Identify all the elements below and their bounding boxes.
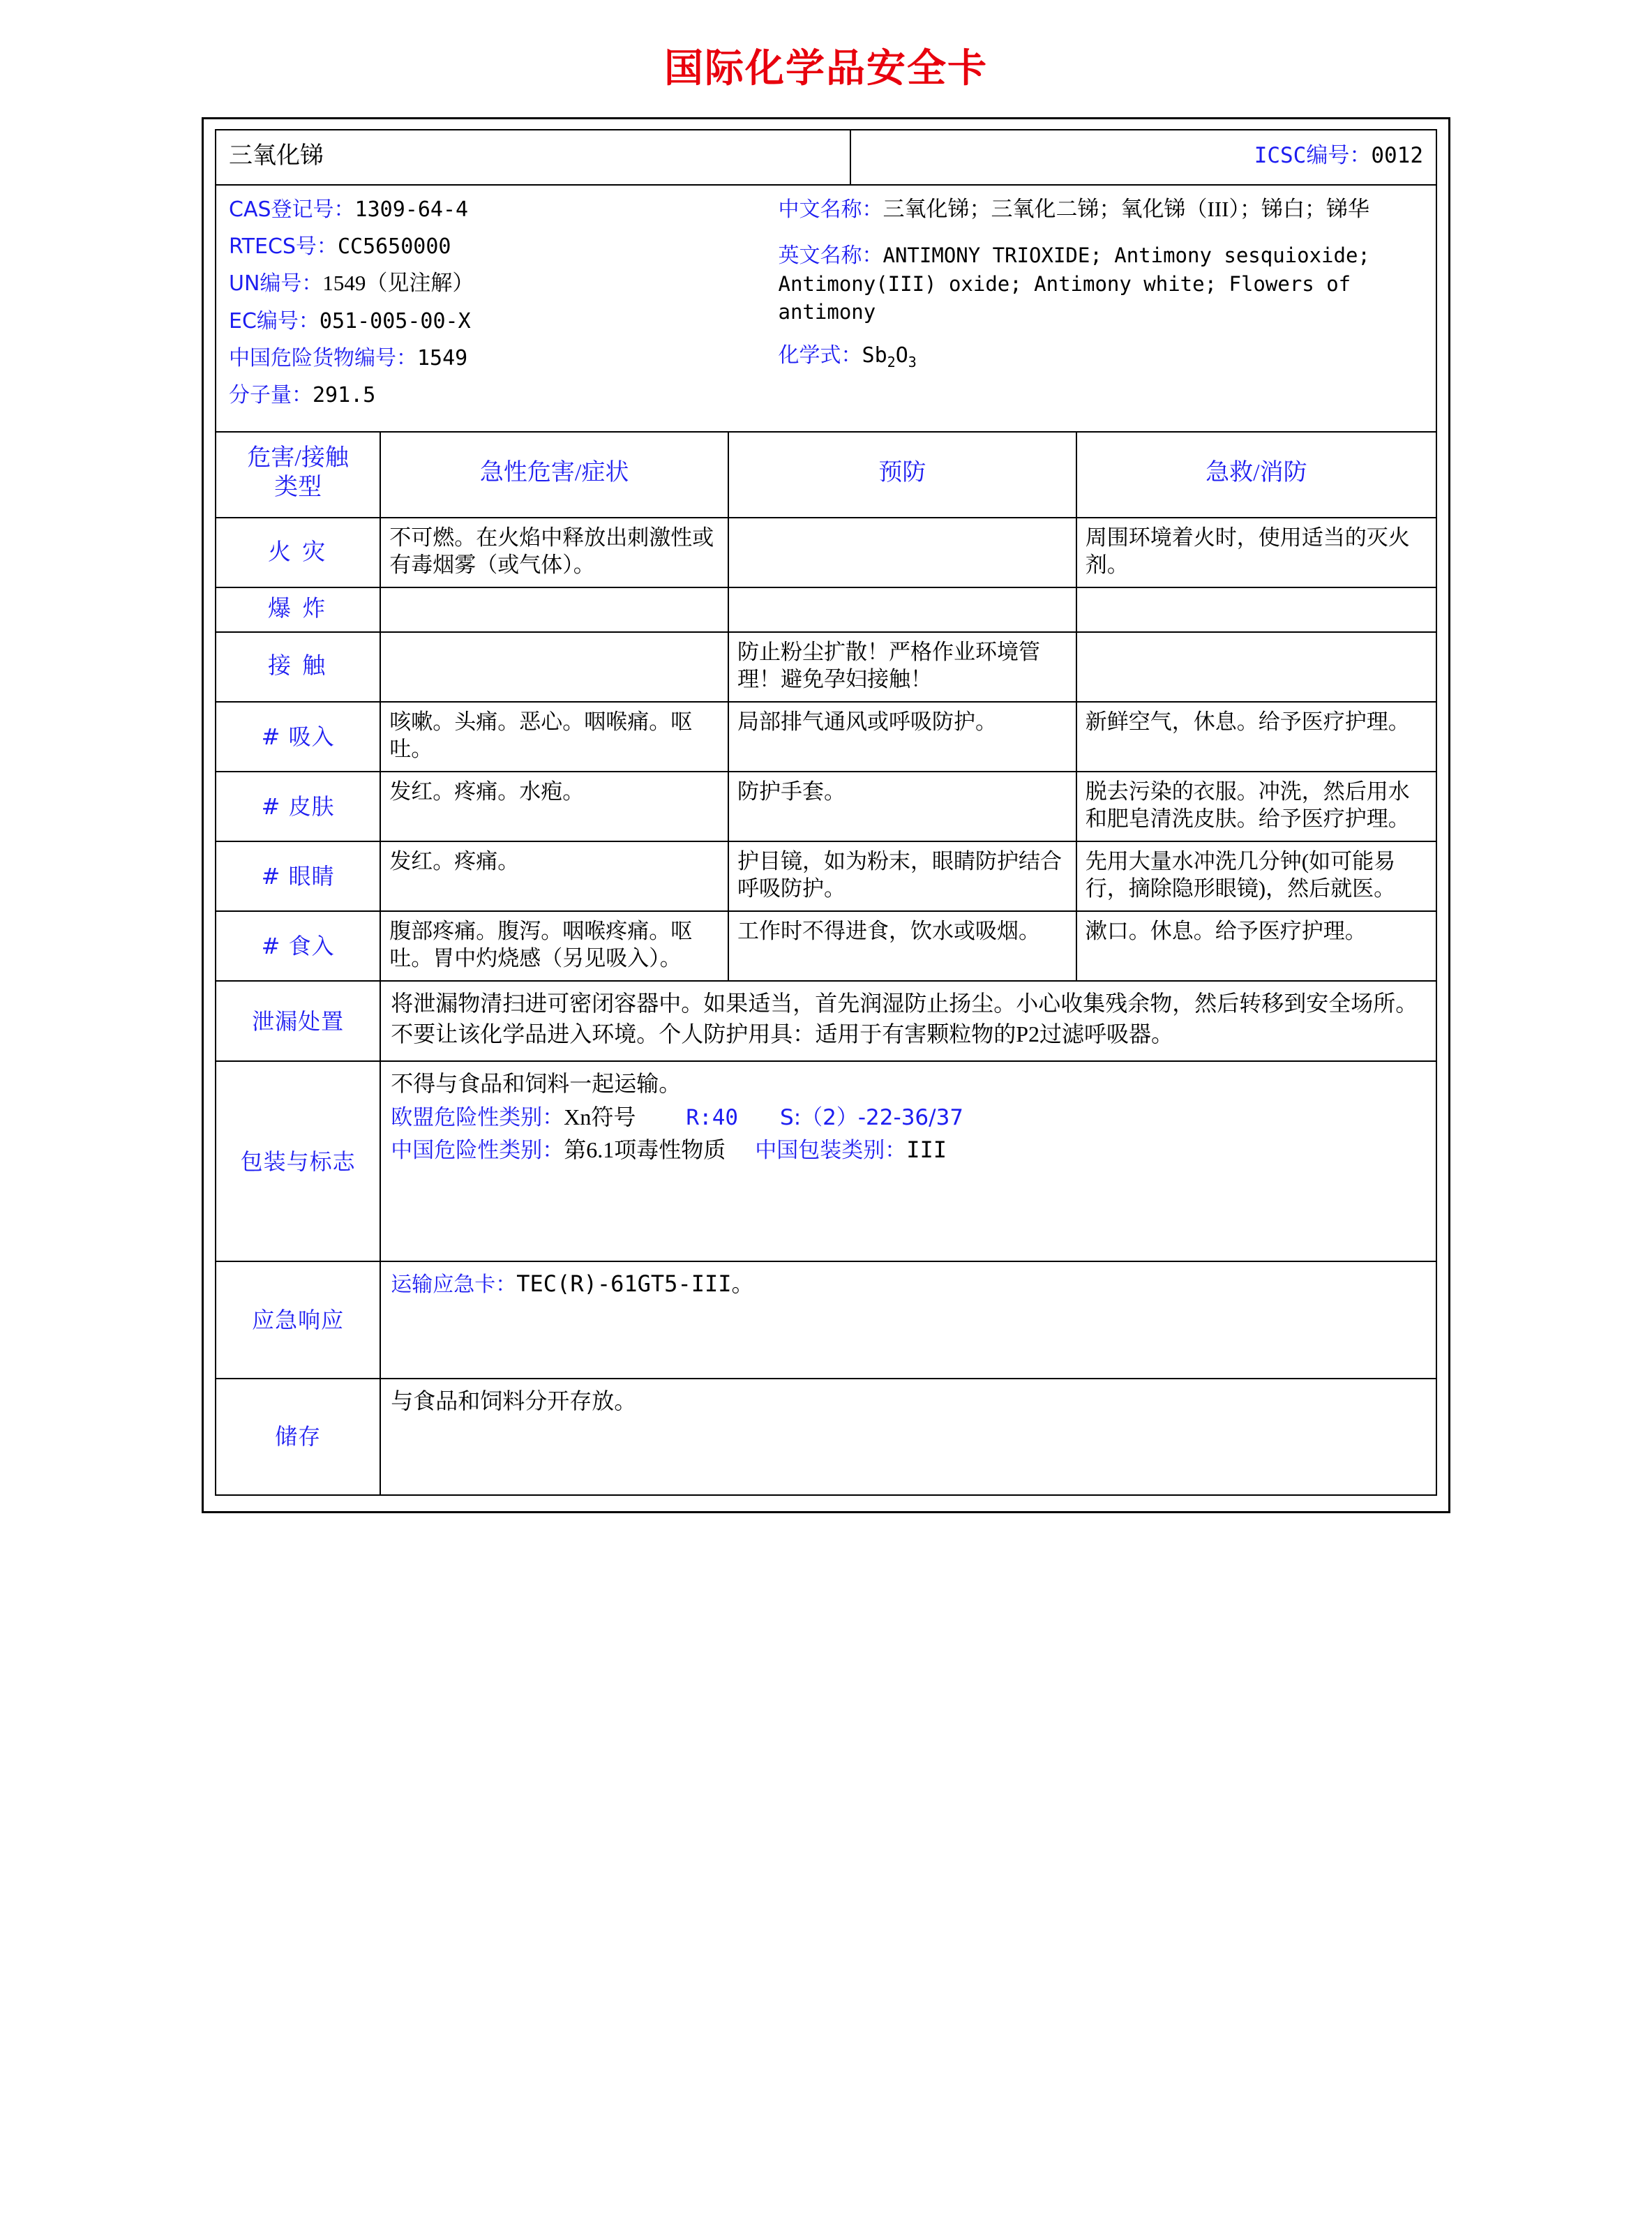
emergency-card-line <box>391 1269 1427 1300</box>
eu-s-phrase: S:（2）-22-36/37 <box>780 1104 964 1130</box>
cn-dangerous-label: 中国危险货物编号： <box>229 346 417 371</box>
row-label-skin: # 皮肤 <box>216 772 380 841</box>
storage-spacer <box>391 1416 1427 1483</box>
cell-ingestion-firstaid: 漱口。休息。给予医疗护理。 <box>1076 911 1436 981</box>
packaging-eu-line <box>391 1102 1427 1133</box>
cell-inhalation-firstaid: 新鲜空气，休息。给予医疗护理。 <box>1076 702 1436 772</box>
row-label-storage: 储存 <box>216 1379 380 1496</box>
cas-value: 1309-64-4 <box>354 197 469 222</box>
table-row <box>216 911 1436 981</box>
identifiers-row <box>216 185 1436 432</box>
substance-header-row <box>216 130 1436 185</box>
cn-dangerous-line <box>229 344 779 372</box>
cell-explosion-firstaid <box>1076 587 1436 632</box>
ec-label: EC编号： <box>229 308 320 333</box>
formula-o: O <box>895 343 908 368</box>
cell-eyes-prevention: 护目镜，如为粉末，眼睛防护结合呼吸防护。 <box>728 841 1076 911</box>
row-label-emergency: 应急响应 <box>216 1261 380 1379</box>
formula-sub-3: 3 <box>908 354 917 371</box>
row-label-eyes: # 眼睛 <box>216 841 380 911</box>
cell-fire-prevention <box>728 518 1076 587</box>
header-prevention: 预防 <box>728 432 1076 518</box>
icsc-number: 0012 <box>1371 143 1423 168</box>
cell-ingestion-prevention: 工作时不得进食，饮水或吸烟。 <box>728 911 1076 981</box>
emergency-spacer <box>391 1300 1427 1367</box>
cn-pack-label: 中国包装类别： <box>755 1138 907 1164</box>
cn-names-value: 三氧化锑；三氧化二锑；氧化锑（III）；锑白；锑华 <box>883 196 1369 221</box>
cell-exposure-firstaid <box>1076 632 1436 702</box>
rtecs-label: RTECS号： <box>229 234 338 260</box>
ec-line <box>229 307 779 335</box>
cell-exposure-prevention: 防止粉尘扩散！严格作业环境管理！避免孕妇接触！ <box>728 632 1076 702</box>
cell-explosion-hazard <box>380 587 728 632</box>
identity-table <box>215 129 1437 433</box>
storage-text: 与食品和饲料分开存放。 <box>391 1388 637 1413</box>
cell-skin-hazard: 发红。疼痛。水疱。 <box>380 772 728 841</box>
row-label-ingestion: # 食入 <box>216 911 380 981</box>
table-row <box>216 772 1436 841</box>
cas-label: CAS登记号： <box>229 197 355 222</box>
cell-exposure-hazard <box>380 632 728 702</box>
packaging-transport-note: 不得与食品和饲料一起运输。 <box>391 1071 682 1097</box>
row-label-exposure: 接 触 <box>216 632 380 702</box>
identifiers-left <box>229 195 779 419</box>
header-acute-hazards: 急性危害/症状 <box>380 432 728 518</box>
spill-row <box>216 981 1436 1061</box>
row-label-inhalation: # 吸入 <box>216 702 380 772</box>
formula-sb: Sb <box>862 343 887 368</box>
mw-value: 291.5 <box>313 383 376 408</box>
un-line <box>229 269 779 297</box>
emergency-row <box>216 1261 1436 1379</box>
cn-dangerous-value: 1549 <box>417 346 468 371</box>
cn-class-label: 中国危险性类别： <box>391 1138 564 1164</box>
cell-spill-text: 将泄漏物清扫进可密闭容器中。如果适当，首先润湿防止扬尘。小心收集残余物，然后转移到安全场所。不要让该化学品进入环境。个人防护用具：适用于有害颗粒物的P2过滤呼吸器。 <box>380 981 1436 1061</box>
formula-value <box>862 343 917 371</box>
cn-pack-value: III <box>906 1136 947 1164</box>
cas-line <box>229 195 779 223</box>
mw-label: 分子量： <box>229 383 313 408</box>
cn-names-line <box>779 195 1423 223</box>
cn-class-value: 第6.1项毒性物质 <box>564 1137 726 1163</box>
header-hazard-type-line2: 类型 <box>274 474 322 501</box>
packaging-cn-line <box>391 1135 1427 1166</box>
un-label: UN编号： <box>229 271 323 297</box>
mw-line <box>229 381 779 409</box>
formula-line <box>779 341 1423 371</box>
un-value: 1549（见注解） <box>322 271 474 296</box>
row-label-explosion: 爆 炸 <box>216 587 380 632</box>
cell-ingestion-hazard: 腹部疼痛。腹泻。咽喉疼痛。呕吐。胃中灼烧感（另见吸入）。 <box>380 911 728 981</box>
hazard-table-header <box>216 432 1436 518</box>
page-title: 国际化学品安全卡 <box>664 46 988 91</box>
formula-sub-2: 2 <box>887 354 896 371</box>
row-label-fire: 火 灾 <box>216 518 380 587</box>
storage-row <box>216 1379 1436 1496</box>
cell-emergency <box>380 1261 1436 1379</box>
row-label-packaging: 包装与标志 <box>216 1061 380 1261</box>
table-row <box>216 518 1436 587</box>
emergency-card-label: 运输应急卡： <box>391 1272 517 1297</box>
header-firstaid: 急救/消防 <box>1076 432 1436 518</box>
emergency-card-value: TEC(R)-61GT5-III。 <box>516 1270 754 1297</box>
cell-packaging <box>380 1061 1436 1261</box>
eu-class-label: 欧盟危险性类别： <box>391 1104 564 1130</box>
rtecs-value: CC5650000 <box>337 234 451 260</box>
packaging-row <box>216 1061 1436 1261</box>
header-hazard-type-line1: 危害/接触 <box>247 444 349 471</box>
table-row <box>216 632 1436 702</box>
cell-inhalation-hazard: 咳嗽。头痛。恶心。咽喉痛。呕吐。 <box>380 702 728 772</box>
eu-class-symbol: Xn符号 <box>564 1104 636 1130</box>
rtecs-line <box>229 232 779 260</box>
icsc-card <box>202 117 1450 1513</box>
cn-names-label: 中文名称： <box>778 197 883 222</box>
identifiers-cell <box>216 185 1436 432</box>
table-row <box>216 702 1436 772</box>
substance-name: 三氧化锑 <box>216 130 850 185</box>
cell-inhalation-prevention: 局部排气通风或呼吸防护。 <box>728 702 1076 772</box>
row-label-spill: 泄漏处置 <box>216 981 380 1061</box>
cell-eyes-firstaid: 先用大量水冲洗几分钟(如可能易行，摘除隐形眼镜)，然后就医。 <box>1076 841 1436 911</box>
table-row <box>216 841 1436 911</box>
en-names-value: ANTIMONY TRIOXIDE; Antimony sesquioxide; Antimony(III) oxide; Antimony white; Flowers of antimony <box>778 243 1370 324</box>
en-names-line <box>779 241 1423 326</box>
cell-fire-hazard: 不可燃。在火焰中释放出刺激性或有毒烟雾（或气体）。 <box>380 518 728 587</box>
cell-eyes-hazard: 发红。疼痛。 <box>380 841 728 911</box>
cell-skin-firstaid: 脱去污染的衣服。冲洗，然后用水和肥皂清洗皮肤。给予医疗护理。 <box>1076 772 1436 841</box>
cell-skin-prevention: 防护手套。 <box>728 772 1076 841</box>
identifiers-right <box>779 195 1423 419</box>
table-row <box>216 587 1436 632</box>
cell-storage <box>380 1379 1436 1496</box>
en-names-label: 英文名称： <box>778 243 883 269</box>
icsc-number-cell <box>850 130 1436 185</box>
ec-value: 051-005-00-X <box>319 308 471 333</box>
icsc-label: ICSC编号： <box>1254 143 1372 168</box>
formula-label: 化学式： <box>778 343 862 368</box>
cell-fire-firstaid: 周围环境着火时，使用适当的灭火剂。 <box>1076 518 1436 587</box>
cell-explosion-prevention <box>728 587 1076 632</box>
eu-r-phrase: R:40 <box>686 1104 739 1130</box>
header-hazard-type <box>216 432 380 518</box>
packaging-spacer <box>391 1166 1427 1250</box>
hazard-table <box>215 431 1437 1496</box>
